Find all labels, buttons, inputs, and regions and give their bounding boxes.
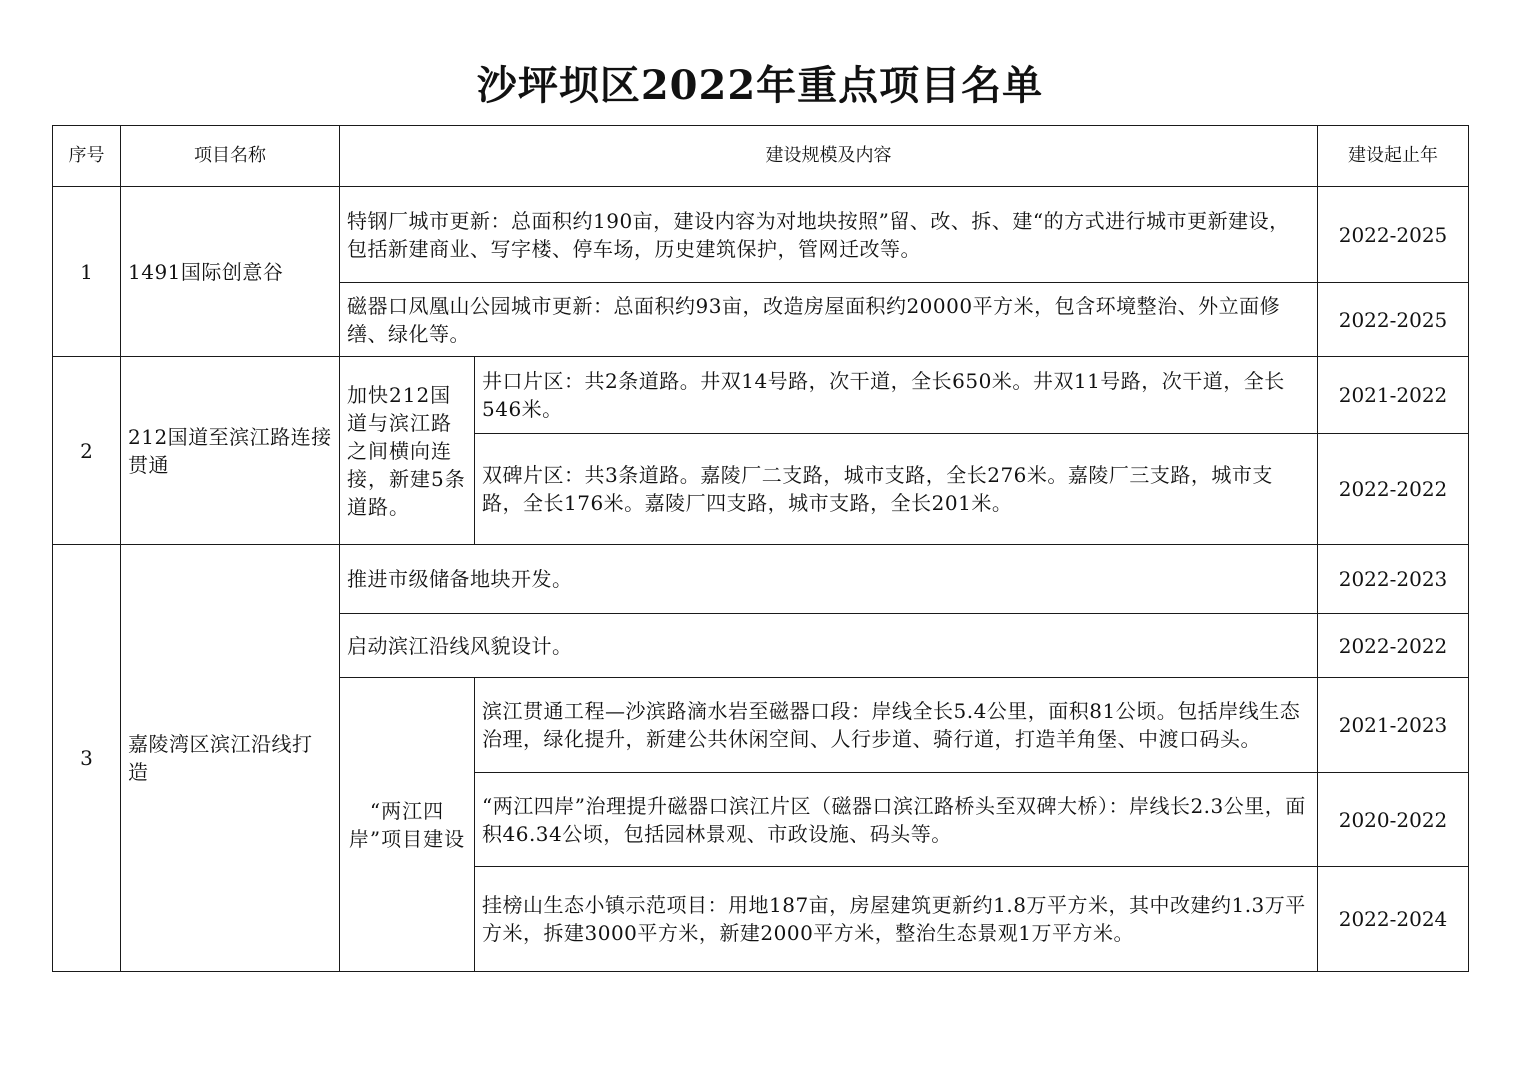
project-2-sub: 加快212国道与滨江路之间横向连接，新建5条道路。 [340, 357, 475, 545]
table-row [53, 545, 1469, 614]
project-3-content-2: 启动滨江沿线风貌设计。 [340, 614, 1318, 678]
project-3-years-1: 2022-2023 [1318, 545, 1469, 614]
page-title: 沙坪坝区2022年重点项目名单 [476, 62, 1044, 109]
project-1-years-1: 2022-2025 [1318, 187, 1469, 283]
project-1-years-2: 2022-2025 [1318, 283, 1469, 357]
project-table [52, 125, 1469, 972]
header-no: 序号 [53, 126, 121, 187]
table-row [53, 187, 1469, 283]
project-1-no: 1 [53, 187, 121, 357]
project-3-name: 嘉陵湾区滨江沿线打造 [121, 545, 340, 972]
project-3-content-1: 推进市级储备地块开发。 [340, 545, 1318, 614]
project-3-sub-years-3: 2022-2024 [1318, 867, 1469, 972]
project-2-no: 2 [53, 357, 121, 545]
project-2-years-1: 2021-2022 [1318, 357, 1469, 434]
header-years: 建设起止年 [1318, 126, 1469, 187]
project-1-name: 1491国际创意谷 [121, 187, 340, 357]
project-2-content-1: 井口片区：共2条道路。井双14号路，次干道，全长650米。井双11号路，次干道，全长546米。 [475, 357, 1318, 434]
project-1-content-2: 磁器口凤凰山公园城市更新：总面积约93亩，改造房屋面积约20000平方米，包含环境整治、外立面修缮、绿化等。 [340, 283, 1318, 357]
project-3-sub-years-1: 2021-2023 [1318, 678, 1469, 773]
table-row [53, 357, 1469, 434]
project-3-no: 3 [53, 545, 121, 972]
project-3-sub-years-2: 2020-2022 [1318, 773, 1469, 867]
project-3-sub-content-2: “两江四岸”治理提升磁器口滨江片区（磁器口滨江路桥头至双碑大桥）：岸线长2.3公里，面积46.34公顷，包括园林景观、市政设施、码头等。 [475, 773, 1318, 867]
table-header-row [53, 126, 1469, 187]
project-2-years-2: 2022-2022 [1318, 434, 1469, 545]
project-3-sub-content-1: 滨江贯通工程—沙滨路滴水岩至磁器口段：岸线全长5.4公里，面积81公顷。包括岸线生态治理，绿化提升，新建公共休闲空间、人行步道、骑行道，打造羊角堡、中渡口码头。 [475, 678, 1318, 773]
project-2-content-2: 双碑片区：共3条道路。嘉陵厂二支路，城市支路，全长276米。嘉陵厂三支路，城市支路，全长176米。嘉陵厂四支路，城市支路，全长201米。 [475, 434, 1318, 545]
project-3-years-2: 2022-2022 [1318, 614, 1469, 678]
project-2-name: 212国道至滨江路连接贯通 [121, 357, 340, 545]
project-3-sub: “两江四岸”项目建设 [340, 678, 475, 972]
project-3-sub-content-3: 挂榜山生态小镇示范项目：用地187亩，房屋建筑更新约1.8万平方米，其中改建约1.3万平方米，拆建3000平方米，新建2000平方米，整治生态景观1万平方米。 [475, 867, 1318, 972]
header-content: 建设规模及内容 [340, 126, 1318, 187]
project-1-content-1: 特钢厂城市更新：总面积约190亩，建设内容为对地块按照”留、改、拆、建“的方式进行城市更新建设，包括新建商业、写字楼、停车场，历史建筑保护，管网迁改等。 [340, 187, 1318, 283]
header-name: 项目名称 [121, 126, 340, 187]
